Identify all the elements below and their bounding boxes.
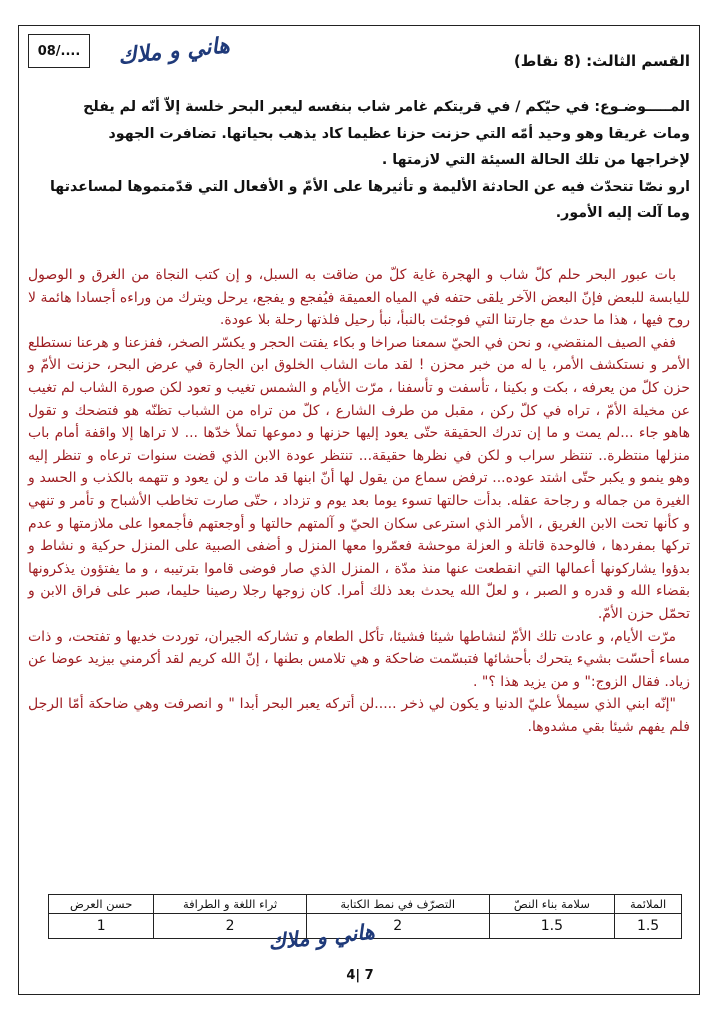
signature-top: هاني و ملاك (116, 32, 231, 70)
handwritten-answer (28, 264, 690, 738)
section-title: القسم الثالث: (8 نقاط) (513, 52, 690, 70)
criterion-score: 2 (306, 914, 489, 939)
topic-line: المـــــوضـوع: في حيّكم / في قريتكم غامر شاب بنفسه ليعبر البحر خلسة إلاّ أنّه لم يفلح (83, 99, 690, 115)
topic-line: لإخراجها من تلك الحالة السيئة التي لازمتها . (381, 152, 690, 168)
topic-line: ومات غريقا وهو وحيد أمّه التي حزنت حزنا عظيما كاد يذهب بحياتها. تضافرت الجهود (108, 125, 690, 142)
criterion-score: 1.5 (489, 914, 615, 939)
criterion-header: سلامة بناء النصّ (489, 895, 615, 914)
criterion-score: 2 (154, 914, 307, 939)
topic-line: وما آلت إليه الأمور. (555, 205, 690, 221)
criterion-score: 1.5 (615, 914, 682, 939)
answer-paragraph: مرّت الأيام، و عادت تلك الأمّ لنشاطها شيئا فشيئا، تأكل الطعام و تشاركه الجيران، توردت خديها و تفتحت، و ذات مساء أحسّت بشيء يتحرك بأحشائها فتبسّمت ضاحكة و هي تلامس بطنها ، إنّ الله كريم لقد أكرمني بيزيد عوضا عن زياد. فقال الزوج:" و من يزيد هذا ؟" . (28, 628, 690, 690)
answer-paragraph: بات عبور البحر حلم كلّ شاب و الهجرة غاية كلّ من ضاقت به السبل، و إن كتب النجاة من الغرق و الوصول لليابسة للبعض فإنّ البعض الآخر يلقى حتفه في المياه العميقة فيُفجع و يفجع، يرحل ويترك من وراءه أجسادا هائمة لا روح فيها ، هذا ما حدث مع جارتنا التي فوجئت بالنبأ، نبأ رحيل فلذتها رحلة بلا عودة. (28, 267, 690, 329)
criterion-header: حسن العرض (49, 895, 154, 914)
criterion-header: ثراء اللغة و الطرافة (154, 895, 307, 914)
criterion-header: الملائمة (615, 895, 682, 914)
signature-bottom: هاني و ملاك (266, 918, 376, 955)
score-box: 08/.... (28, 34, 90, 68)
answer-paragraph: ففي الصيف المنقضي، و نحن في الحيّ سمعنا صراخا و بكاء يفتت الحجر و يكسّر الصخر، ففزعنا و هرعنا نستطلع الأمر و نستكشف الأمر، يا له من خبر محزن ! لقد مات الشاب الخلوق ابن الجارة في عرض البحر، حزنت الأمّ و حزن كلّ من يعرفه ، بكت و بكينا ، تأسفت و تأسفنا ، مرّت الأيام و الشمس تغيب و تعود لكن صورة الشاب لم تغيب عن مخيلة الأمّ ، تراه في كلّ ركن ، مقبل من طرف الشارع ، كلّ من تراه من الشباب تظنّه هو فتضحك و تقول هاهو جاء ...لم يمت و ما إن تدرك الحقيقة حتّى يعود إليها حزنها و دموعها تملأ خدّها ... لا تراها إلا واقفة أمام باب منزلها منتظرة.. تنتظر سراب و لكن في نظرها حقيقة... تنتظر عودة الابن الذي قضت سنوات ترعاه و تنظر إليه وهو ينمو و يكبر حتّى اشتد عوده... ترفض سماع من يقول لها أنّ ابنها قد مات و لن يعود و تتهمه بالكذب و الحسد و الغيرة من جماله و رجاحة عقله. بدأت حالتها تسوء يوما بعد يوم و تزداد ، حتّى صارت تخاطب الأشباح و تأمر و تنهي و كأنها تحت الابن الغريق ، الأمر الذي استرعى سكان الحيّ و آلمتهم حالتها و أوجعتهم فأجمعوا على ملازمتها و عدم تركها بمفردها ، فالوحدة قاتلة و العزلة موحشة فعمّروا معها المنزل و أضفى الصبية على المنزل حركية و نشاط و بدؤوا يشاركونها أعمالها التي انقطعت عنها منذ مدّة ، المنزل الذي صار فوضى قاموا بترتيبه ، و ما يفتؤون يذكرونها بقضاء الله و قدره و الصبر ، و لعلّ الله يحدث بعد ذلك أمرا. كان زوجها رجلا رصينا حليما، صبر على فراق الابن و تحمّل حزن الأمّ. (28, 334, 690, 622)
topic-line: ارو نصّا تتحدّث فيه عن الحادثة الأليمة و تأثيرها على الأمّ و الأفعال التي قدّمتموها لمساعدتها (49, 178, 690, 195)
answer-paragraph: "إنّه ابني الذي سيملأ عليّ الدنيا و يكون لي ذخر .....لن أتركه يعبر البحر أبدا " و انصرفت وهي ضاحكة أمّا الرجل فلم يفهم شيئا بقي مشدوها. (28, 696, 690, 735)
page-number: 4| 7 (346, 968, 374, 983)
grading-header-row (49, 895, 682, 914)
topic-statement (30, 94, 690, 227)
criterion-header: التصرّف في نمط الكتابة (306, 895, 489, 914)
criterion-score: 1 (49, 914, 154, 939)
